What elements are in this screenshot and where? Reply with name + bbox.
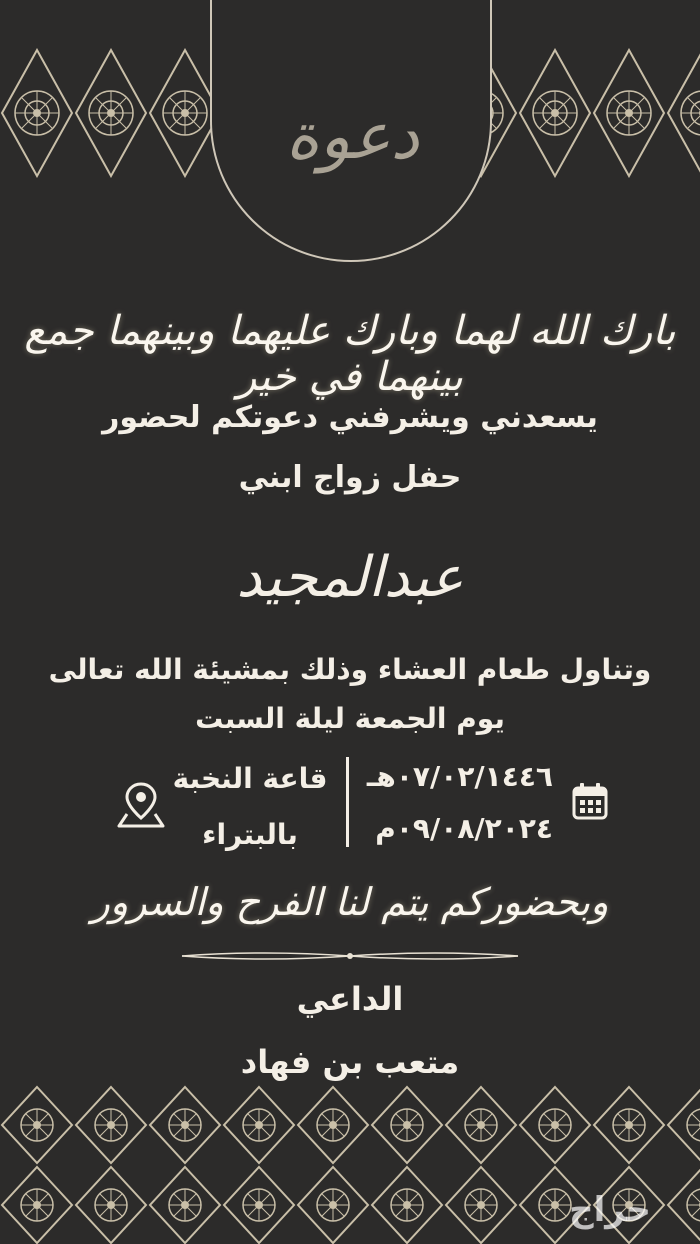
date-gregorian: ٠٩/٠٨/٢٠٢٤م: [375, 812, 553, 845]
calendar-icon: [572, 782, 608, 820]
host-name: متعب بن فهاد: [240, 1043, 460, 1081]
details-divider: [346, 757, 349, 847]
closing-calligraphy: وبحضوركم يتم لنا الفرح والسرور: [91, 880, 609, 924]
invitation-line-2: حفل زواج ابني: [238, 460, 462, 495]
invitation-line-4: يوم الجمعة ليلة السبت: [195, 702, 505, 735]
groom-name: عبدالمجيد: [236, 545, 464, 610]
invitation-line-3: وتناول طعام العشاء وذلك بمشيئة الله تعالى: [48, 653, 652, 686]
blessing-calligraphy: بارك الله لهما وبارك عليهما وبينهما جمع بينهما في خير: [24, 308, 676, 400]
map-pin-icon: [116, 780, 166, 830]
ornamental-divider: [178, 948, 522, 964]
date-hijri: ٠٧/٠٢/١٤٤٦هـ: [366, 760, 553, 793]
watermark-logo: حراج: [569, 1190, 651, 1230]
invitation-title: دعوة: [285, 100, 420, 174]
venue-line-2: بالبتراء: [202, 818, 298, 851]
host-label: الداعي: [296, 980, 404, 1018]
invitation-line-1: يسعدني ويشرفني دعوتكم لحضور: [102, 400, 598, 435]
venue-line-1: قاعة النخبة: [172, 762, 328, 795]
